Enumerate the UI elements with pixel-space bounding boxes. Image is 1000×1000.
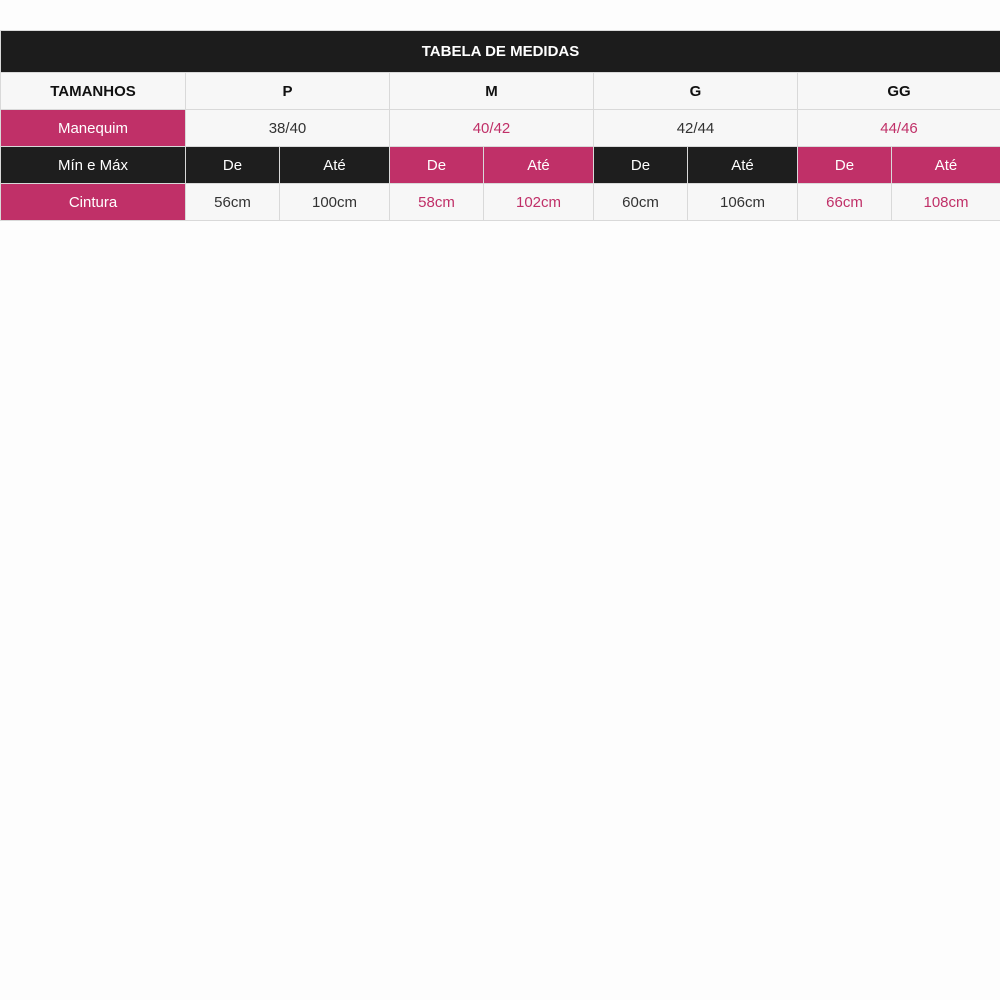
waist-from-gg: 66cm (798, 184, 892, 221)
size-header-gg: GG (798, 73, 1000, 110)
size-header-p: P (186, 73, 390, 110)
mannequin-row (1, 110, 1000, 147)
range-row (1, 147, 1000, 184)
size-chart-table (0, 30, 1000, 221)
range-from-gg: De (798, 147, 892, 184)
sizes-header-label: TAMANHOS (1, 73, 186, 110)
range-from-g: De (594, 147, 688, 184)
mannequin-label: Manequim (1, 110, 186, 147)
waist-to-p: 100cm (280, 184, 390, 221)
waist-row (1, 184, 1000, 221)
waist-to-gg: 108cm (892, 184, 1000, 221)
waist-label: Cintura (1, 184, 186, 221)
table-title: TABELA DE MEDIDAS (1, 31, 1000, 73)
waist-from-g: 60cm (594, 184, 688, 221)
mannequin-value-p: 38/40 (186, 110, 390, 147)
size-header-m: M (390, 73, 594, 110)
range-label: Mín e Máx (1, 147, 186, 184)
size-chart-container (0, 30, 1000, 221)
mannequin-value-gg: 44/46 (798, 110, 1000, 147)
waist-from-m: 58cm (390, 184, 484, 221)
waist-to-m: 102cm (484, 184, 594, 221)
range-from-p: De (186, 147, 280, 184)
range-to-m: Até (484, 147, 594, 184)
title-row (1, 31, 1000, 73)
mannequin-value-m: 40/42 (390, 110, 594, 147)
sizes-header-row (1, 73, 1000, 110)
range-to-p: Até (280, 147, 390, 184)
waist-from-p: 56cm (186, 184, 280, 221)
range-to-gg: Até (892, 147, 1000, 184)
mannequin-value-g: 42/44 (594, 110, 798, 147)
size-header-g: G (594, 73, 798, 110)
range-to-g: Até (688, 147, 798, 184)
range-from-m: De (390, 147, 484, 184)
waist-to-g: 106cm (688, 184, 798, 221)
